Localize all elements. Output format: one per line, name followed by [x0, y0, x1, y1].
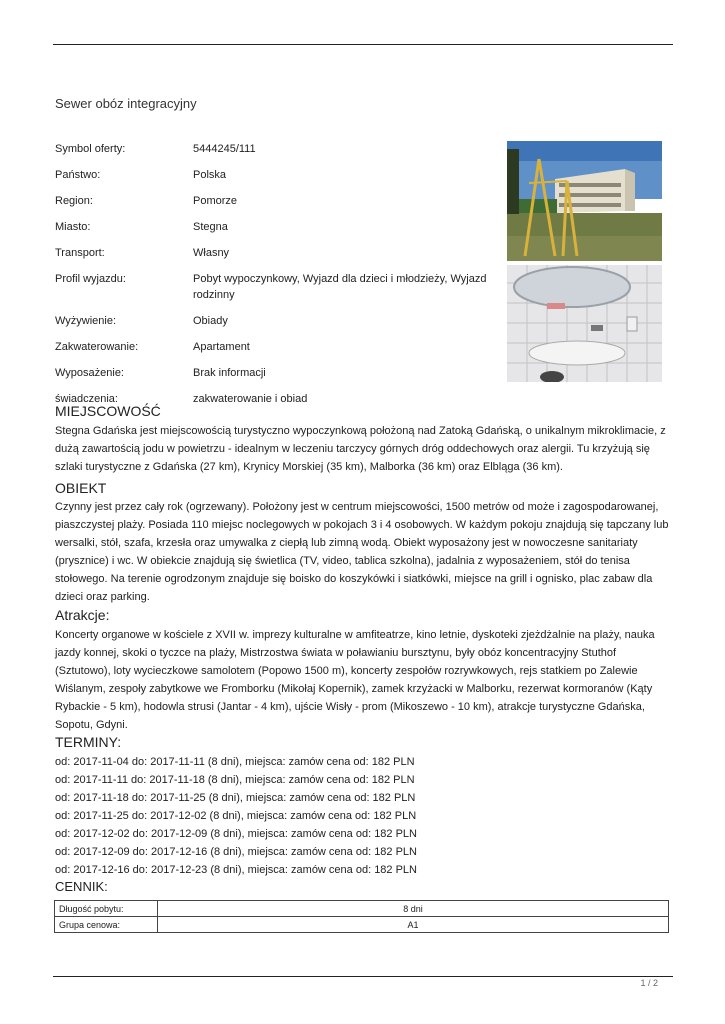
- detail-label: Zakwaterowanie:: [55, 341, 139, 353]
- detail-value: Obiady: [193, 315, 228, 327]
- table-row: [55, 901, 669, 917]
- detail-label: Państwo:: [55, 169, 101, 181]
- detail-label: Region:: [55, 195, 93, 207]
- detail-label: Wyżywienie:: [55, 315, 117, 327]
- detail-row: [55, 245, 495, 261]
- price-table: [54, 900, 669, 933]
- detail-value: Brak informacji: [193, 367, 266, 379]
- detail-row: [55, 167, 495, 183]
- detail-label: Transport:: [55, 247, 105, 259]
- table-cell-value: 8 dni: [158, 901, 669, 917]
- detail-label: Miasto:: [55, 221, 91, 233]
- detail-row: [55, 313, 495, 329]
- detail-value: zakwaterowanie i obiad: [193, 393, 308, 405]
- detail-value: 5444245/111: [193, 143, 256, 155]
- bottom-divider: [53, 976, 673, 977]
- termin-item: od: 2017-11-04 do: 2017-11-11 (8 dni), miejsca: zamów cena od: 182 PLN: [55, 756, 415, 768]
- table-cell-label: Grupa cenowa:: [55, 917, 158, 933]
- section-text-obiekt: Czynny jest przez cały rok (ogrzewany). Położony jest w centrum miejscowości, 1500 metrów od może i zagospodarowanej, piaszczystej plaży. Posiada 110 miejsc noclegowych w pokojach 3 i 4 osobowych. W każdym pokoju znajdują się tapczany lub wersalki, stół, szafa, krzesła oraz umywalka z ciepłą lub zimną wodą. Obiekt wyposażony jest w nowoczesne sanitariaty (prysznice) i wc. W obiekcie znajdują się świetlica (TV, video, tablica szkolna), jadalnia z wyposażeniem, stół do tenisa stołowego. Na terenie ogrodzonym znajduje się boisko do koszykówki i siatkówki, miejsce na grill i ognisko, plac zabaw dla dzieci oraz parking.: [55, 501, 669, 603]
- table-row: [55, 917, 669, 933]
- page-number: 1 / 2: [640, 978, 658, 988]
- detail-value: Pobyt wypoczynkowy, Wyjazd dla dzieci i młodzieży, Wyjazd rodzinny: [193, 273, 487, 301]
- detail-value: Pomorze: [193, 195, 238, 207]
- termin-item: od: 2017-11-18 do: 2017-11-25 (8 dni), miejsca: zamów cena od: 182 PLN: [55, 792, 416, 804]
- building-photo: [507, 141, 662, 261]
- table-cell-value: A1: [158, 917, 669, 933]
- detail-value: Stegna: [193, 221, 228, 233]
- section-text-atrakcje: Koncerty organowe w kościele z XVII w. imprezy kulturalne w amfiteatrze, kino letnie, dyskoteki zjeżdżalnie na plaży, nauka jazdy konnej, skoki o tyczce na plaży, Mistrzostwa świata w poławianiu bursztynu, były obóz koncentracyjny Stuthof (Sztutowo), loty wycieczkowe samolotem (Popowo 1500 m), koncerty zespołów rozrywkowych, rejs statkiem po Zalewie Wiślanym, zespoły zabytkowe we Fromborku (Mikołaj Kopernik), zamek krzyżacki w Malborku, rezerwat kormoranów (Kąty Rybackie - 5 km), hodowla strusi (Jantar - 4 km), ujście Wisły - prom (Mikoszewo - 10 km), atrakcje turystyczne Gdańska, Sopotu, Gdyni.: [55, 629, 655, 731]
- top-divider: [53, 44, 673, 45]
- termin-item: od: 2017-12-02 do: 2017-12-09 (8 dni), miejsca: zamów cena od: 182 PLN: [55, 828, 417, 840]
- terminy-list: [55, 753, 417, 879]
- detail-row: [55, 193, 495, 209]
- termin-item: od: 2017-11-25 do: 2017-12-02 (8 dni), miejsca: zamów cena od: 182 PLN: [55, 810, 417, 822]
- detail-value: Własny: [193, 247, 230, 259]
- detail-row: [55, 219, 495, 235]
- section-title-cennik: CENNIK:: [55, 879, 108, 894]
- bathroom-photo: [507, 265, 662, 382]
- detail-label: świadczenia:: [55, 393, 118, 405]
- offer-details: [55, 141, 495, 417]
- detail-row: [55, 271, 495, 303]
- detail-label: Profil wyjazdu:: [55, 273, 126, 285]
- detail-value: Apartament: [193, 341, 250, 353]
- termin-item: od: 2017-11-11 do: 2017-11-18 (8 dni), miejsca: zamów cena od: 182 PLN: [55, 774, 415, 786]
- section-title-miejscowosc: MIEJSCOWOŚĆ: [55, 403, 161, 419]
- detail-row: [55, 339, 495, 355]
- detail-label: Symbol oferty:: [55, 143, 126, 155]
- detail-row: [55, 141, 495, 157]
- section-text-miejscowosc: Stegna Gdańska jest miejscowością turystyczno wypoczynkową położoną nad Zatoką Gdańską, o unikalnym mikroklimacie, z dużą zawartością jodu w powietrzu - idealnym w leczeniu tarczycy górnych dróg oddechowych oraz alergii. Tu krzyżują się szlaki turystyczne z Gdańska (27 km), Krynicy Morskiej (35 km), Malborka (36 km) oraz Elbląga (36 km).: [55, 425, 666, 473]
- detail-value: Polska: [193, 169, 227, 181]
- termin-item: od: 2017-12-09 do: 2017-12-16 (8 dni), miejsca: zamów cena od: 182 PLN: [55, 846, 417, 858]
- page-title: Sewer obóz integracyjny: [55, 96, 197, 111]
- detail-label: Wyposażenie:: [55, 367, 124, 379]
- section-title-atrakcje: Atrakcje:: [55, 607, 110, 623]
- table-cell-label: Długość pobytu:: [55, 901, 158, 917]
- section-title-terminy: TERMINY:: [55, 734, 122, 750]
- section-title-obiekt: OBIEKT: [55, 480, 107, 496]
- termin-item: od: 2017-12-16 do: 2017-12-23 (8 dni), miejsca: zamów cena od: 182 PLN: [55, 864, 417, 876]
- detail-row: [55, 365, 495, 381]
